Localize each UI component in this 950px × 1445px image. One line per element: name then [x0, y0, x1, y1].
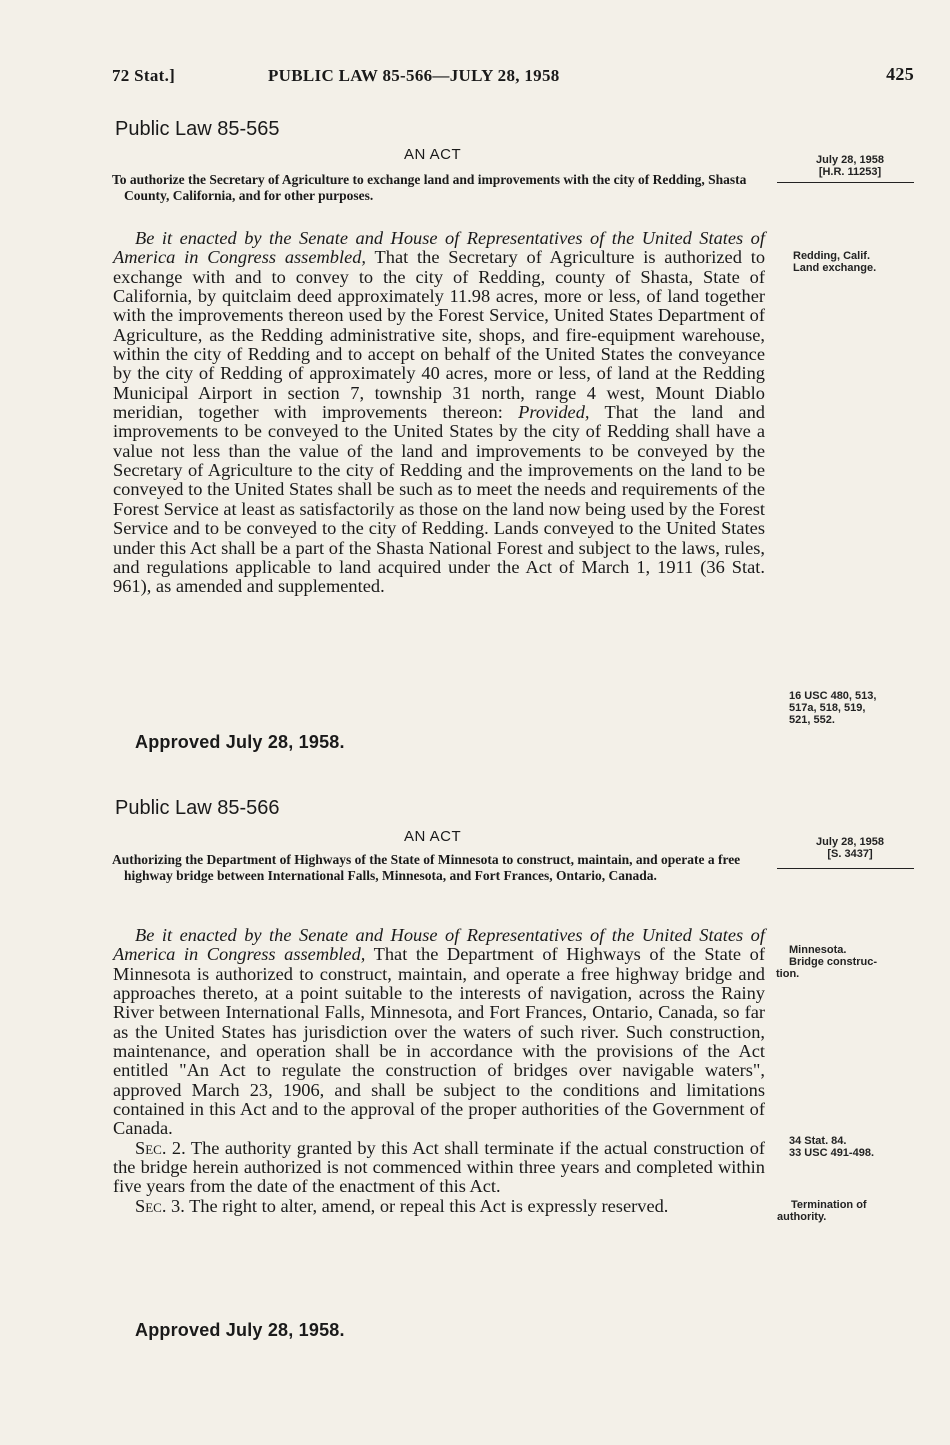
enacting-clause: Be it enacted by the Senate and House of Representatives of the United States of America in Congress assembled,: [113, 228, 765, 268]
margin-date: July 28, 1958: [816, 836, 884, 848]
an-act-heading: AN ACT: [404, 828, 462, 845]
body-text-part-b: That the land and improvements to be conveyed to the United States by the city of Redding shall have a value not less than the value of the land and improvements to be conveyed by the Secretary of Agriculture to the city of Redding and the improvements on the land to be conveyed to the United States shall be such as to meet the needs and requirements of the Forest Service at least as satisfactorily as those on the land now being used by the Forest Service and to be conveyed to the city of Redding. Lands conveyed to the United States under this Act shall be a part of the Shasta National Forest and subject to the laws, rules, and regulations applicable to land acquired under the Act of March 1, 1911 (36 Stat. 961), as amended and supplemented.: [113, 402, 765, 597]
law-title-85-565: Public Law 85-565: [115, 118, 280, 140]
margin-termination-line: Termination of: [791, 1199, 867, 1211]
margin-citation: [789, 1135, 874, 1159]
act-description: Authorizing the Department of Highways of the State of Minnesota to construct, maintain, and operate a free highway bridge between International Falls, Minnesota, and Fort Frances, Ontario, Canada.: [112, 852, 741, 883]
margin-date: July 28, 1958: [816, 154, 884, 166]
margin-citation-line: 34 Stat. 84.: [789, 1135, 847, 1147]
act-body: [113, 926, 765, 1216]
approval-date: Approved July 28, 1958.: [135, 732, 345, 752]
margin-topic-line: Land exchange.: [793, 262, 877, 274]
margin-citation-line: 521, 552.: [789, 714, 835, 726]
margin-topic-continued: tion.: [776, 968, 800, 980]
margin-date-bill: [790, 154, 910, 178]
act-body: [113, 229, 765, 597]
section-3-label: Sec. 3.: [135, 1195, 185, 1216]
margin-date-bill: [790, 836, 910, 860]
page-number: 425: [886, 64, 914, 84]
margin-topic-line: Redding, Calif.: [793, 250, 870, 262]
margin-bill-number: [S. 3437]: [827, 848, 873, 860]
proviso-label: Provided,: [518, 402, 590, 423]
body-text-part-a: That the Department of Highways of the State of Minnesota is authorized to construct, maintain, and operate a free highway bridge and approaches thereto, at a point suitable to the interests of navigation, across the Rainy River between International Falls, Minnesota, and Fort Frances, Ontario, Canada, so far as the United States has jurisdiction over the waters of such river. Such construction, maintenance, and operation shall be in accordance with the provisions of the Act entitled "An Act to regulate the construction of bridges over navigable waters", approved March 23, 1906, and shall be subject to the conditions and limitations contained in this Act and to the approval of the proper authorities of the Government of Canada.: [113, 944, 765, 1139]
stat-volume: 72 Stat.]: [112, 66, 176, 85]
margin-topic: [789, 944, 877, 968]
body-text-part-a: That the Secretary of Agriculture is authorized to exchange with and to convey to the city of Redding, county of Shasta, State of California, by quitclaim deed approximately 11.98 acres, more or less, of land together with the improvements thereon used by the Forest Service, United States Department of Agriculture, as the Redding administrative site, shops, and fire-equipment warehouse, within the city of Redding and to accept on behalf of the United States the conveyance by the city of Redding of approximately 40 acres, more or less, of land at the Redding Municipal Airport in section 7, township 31 north, range 4 west, Mount Diablo meridian, together with improvements thereon:: [113, 247, 766, 423]
margin-bill-number: [H.R. 11253]: [818, 166, 882, 178]
margin-termination: [777, 1199, 917, 1223]
law-title-85-566: Public Law 85-566: [115, 797, 280, 819]
margin-citation-line: 33 USC 491-498.: [789, 1147, 874, 1159]
section-2-label: Sec. 2.: [135, 1137, 186, 1158]
margin-citation-line: 16 USC 480, 513,: [789, 690, 877, 702]
margin-rule: [777, 182, 914, 183]
margin-topic: [793, 250, 876, 274]
margin-termination-line: authority.: [777, 1211, 827, 1223]
act-description: To authorize the Secretary of Agriculture to exchange land and improvements with the city of Redding, Shasta County, California, and for other purposes.: [112, 172, 747, 203]
margin-topic-line: Bridge construc-: [789, 956, 878, 968]
margin-topic-line: Minnesota.: [789, 944, 847, 956]
margin-citation: [789, 690, 876, 726]
an-act-heading: AN ACT: [404, 146, 462, 163]
running-title: PUBLIC LAW 85-566—JULY 28, 1958: [268, 66, 560, 85]
margin-rule: [777, 868, 914, 869]
section-2-text: The authority granted by this Act shall terminate if the actual construction of the bridge herein authorized is not commenced within three years and completed within five years from the date of the enactment of this Act.: [113, 1137, 766, 1197]
section-3-text: The right to alter, amend, or repeal this Act is expressly reserved.: [189, 1195, 669, 1216]
enacting-clause: Be it enacted by the Senate and House of Representatives of the United States of America in Congress assembled,: [113, 925, 765, 965]
margin-citation-line: 517a, 518, 519,: [789, 702, 866, 714]
approval-date: Approved July 28, 1958.: [135, 1320, 345, 1340]
